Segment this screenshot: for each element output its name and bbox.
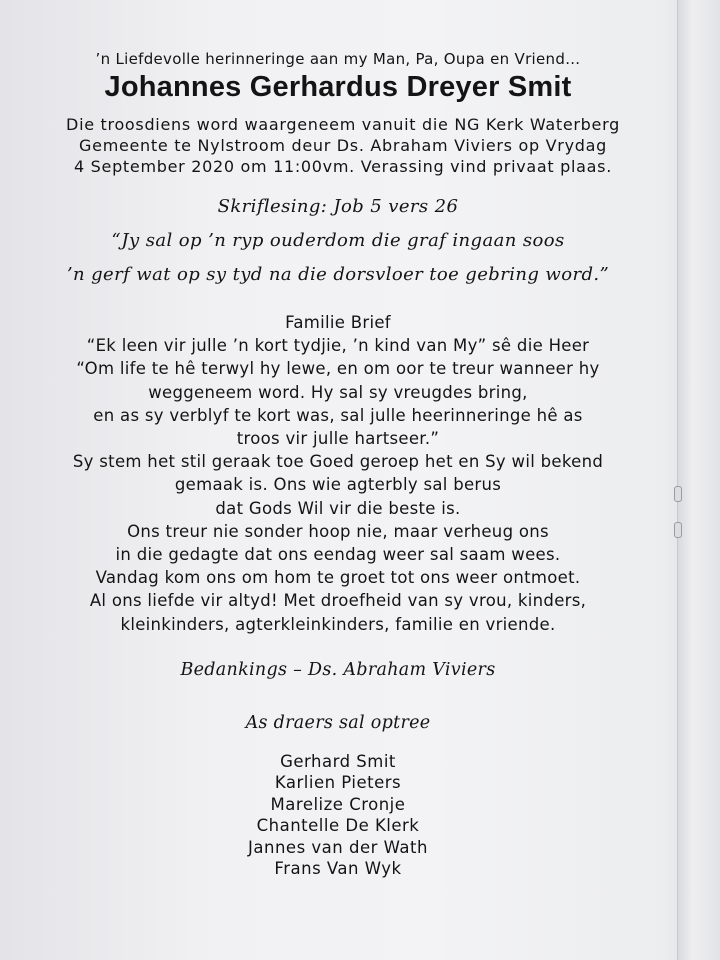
pallbearer-name: Frans Van Wyk [274,859,402,879]
scripture-reading [20,189,656,293]
service-line: 4 September 2020 om 11:00vm. Verassing vind privaat plaas. [74,157,612,176]
letter-line: en as sy verblyf te kort was, sal julle heerinneringe hê as [93,405,583,425]
funeral-notice [20,48,656,880]
page-fold-edge [677,0,720,960]
service-line: Die troosdiens word waargeneem vanuit die NG Kerk Waterberg [66,115,620,134]
pallbearer-name: Karlien Pieters [274,773,402,793]
pallbearer-name: Jannes van der Wath [248,837,428,857]
service-line: Gemeente te Nylstroom deur Ds. Abraham Viviers op Vrydag [79,136,607,155]
letter-line: dat Gods Wil vir die beste is. [215,498,461,518]
deceased-name: Johannes Gerhardus Dreyer Smit [104,71,572,103]
letter-title: Familie Brief [285,313,391,332]
letter-line: gemaak is. Ons wie agterbly sal berus [174,475,502,495]
family-letter [20,311,656,636]
letter-line: kleinkinders, agterkleinkinders, familie en vriende. [120,614,556,634]
pallbearer-name: Gerhard Smit [280,751,396,771]
pallbearers-title: As draers sal optree [245,712,431,733]
pallbearer-name: Marelize Cronje [270,794,406,814]
dedication-line: ’n Liefdevolle herinneringe aan my Man, Pa, Oupa en Vriend… [95,50,581,68]
letter-line: “Ek leen vir julle ’n kort tydjie, ’n kind van My” sê die Heer [86,336,590,356]
pallbearer-name: Chantelle De Klerk [256,816,420,836]
scripture-quote-line: ’n gerf wat op sy tyd na die dorsvloer toe gebring word.” [66,264,610,285]
letter-line: troos vir julle hartseer.” [236,429,440,449]
acknowledgements: Bedankings – Ds. Abraham Viviers [180,659,496,680]
letter-line: Vandag kom ons om hom te groet tot ons weer ontmoet. [95,568,581,588]
pallbearers-list [20,751,656,880]
scripture-reference: Skriflesing: Job 5 vers 26 [217,196,459,217]
letter-line: Ons treur nie sonder hoop nie, maar verheug ons [127,521,549,541]
service-details [20,114,656,177]
letter-line: “Om life te hê terwyl hy lewe, en om oor te treur wanneer hy [76,359,600,379]
letter-line: Al ons liefde vir altyd! Met droefheid van sy vrou, kinders, [89,591,587,611]
staple-mark [674,486,682,502]
staple-mark [674,522,682,538]
letter-line: weggeneem word. Hy sal sy vreugdes bring, [148,382,528,402]
letter-line: in die gedagte dat ons eendag weer sal saam wees. [115,545,561,565]
scripture-quote-line: “Jy sal op ’n ryp ouderdom die graf ingaan soos [111,230,565,251]
letter-line: Sy stem het stil geraak toe Goed geroep het en Sy wil bekend [72,452,604,472]
